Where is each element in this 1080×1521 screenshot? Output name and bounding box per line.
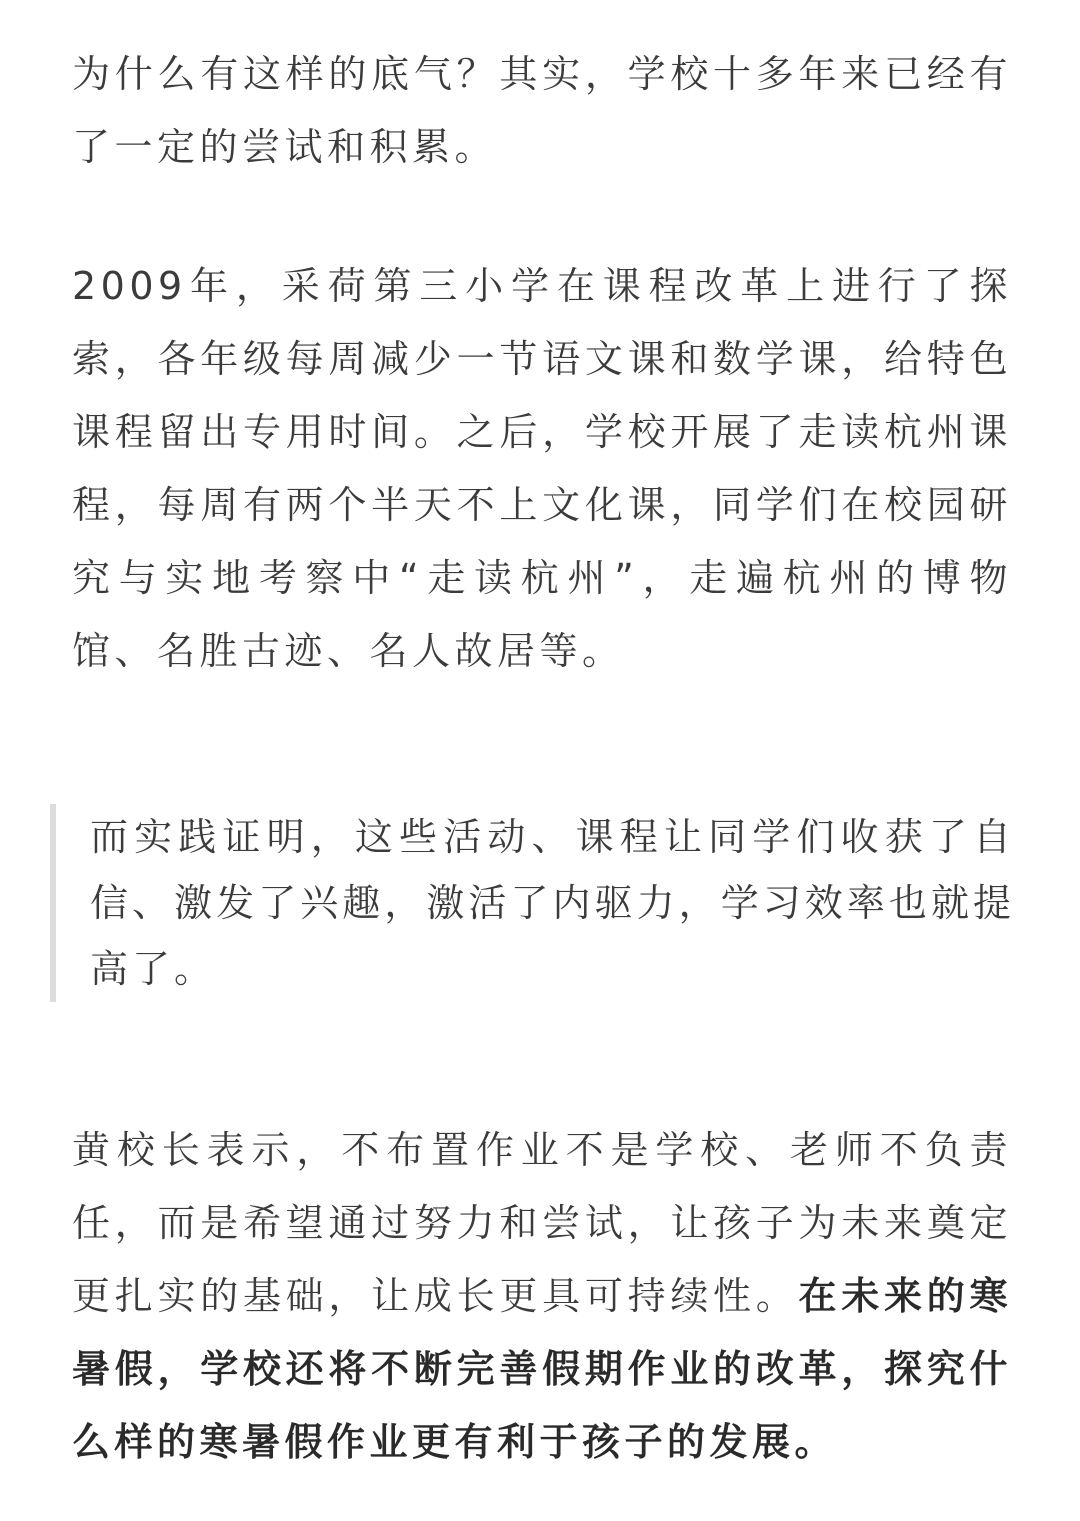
article-body — [72, 38, 1015, 1479]
blockquote — [50, 804, 1015, 1002]
paragraph-intro: 为什么有这样的底气？其实，学校十多年来已经有了一定的尝试和积累。 — [72, 52, 1012, 169]
paragraph-principal-bold-text: 在未来的寒暑假，学校还将不断完善假期作业的改革，探究什么样的寒暑假作业更有利于孩子的发展。 — [72, 1274, 1012, 1464]
blockquote-text: 而实践证明，这些活动、课程让同学们收获了自信、激发了兴趣，激活了内驱力，学习效率也就提高了。 — [90, 815, 1015, 991]
paragraph-history: 2009年，采荷第三小学在课程改革上进行了探索，各年级每周减少一节语文课和数学课，给特色课程留出专用时间。之后，学校开展了走读杭州课程，每周有两个半天不上文化课，同学们在校园研究与实地考察中“走读杭州”，走遍杭州的博物馆、名胜古迹、名人故居等。 — [72, 264, 1012, 673]
paragraph-principal-text: 黄校长表示，不布置作业不是学校、老师不负责任，而是希望通过努力和尝试，让孩子为未来奠定更扎实的基础，让成长更具可持续性。 — [72, 1128, 1012, 1318]
paragraph-principal — [72, 1114, 1012, 1479]
